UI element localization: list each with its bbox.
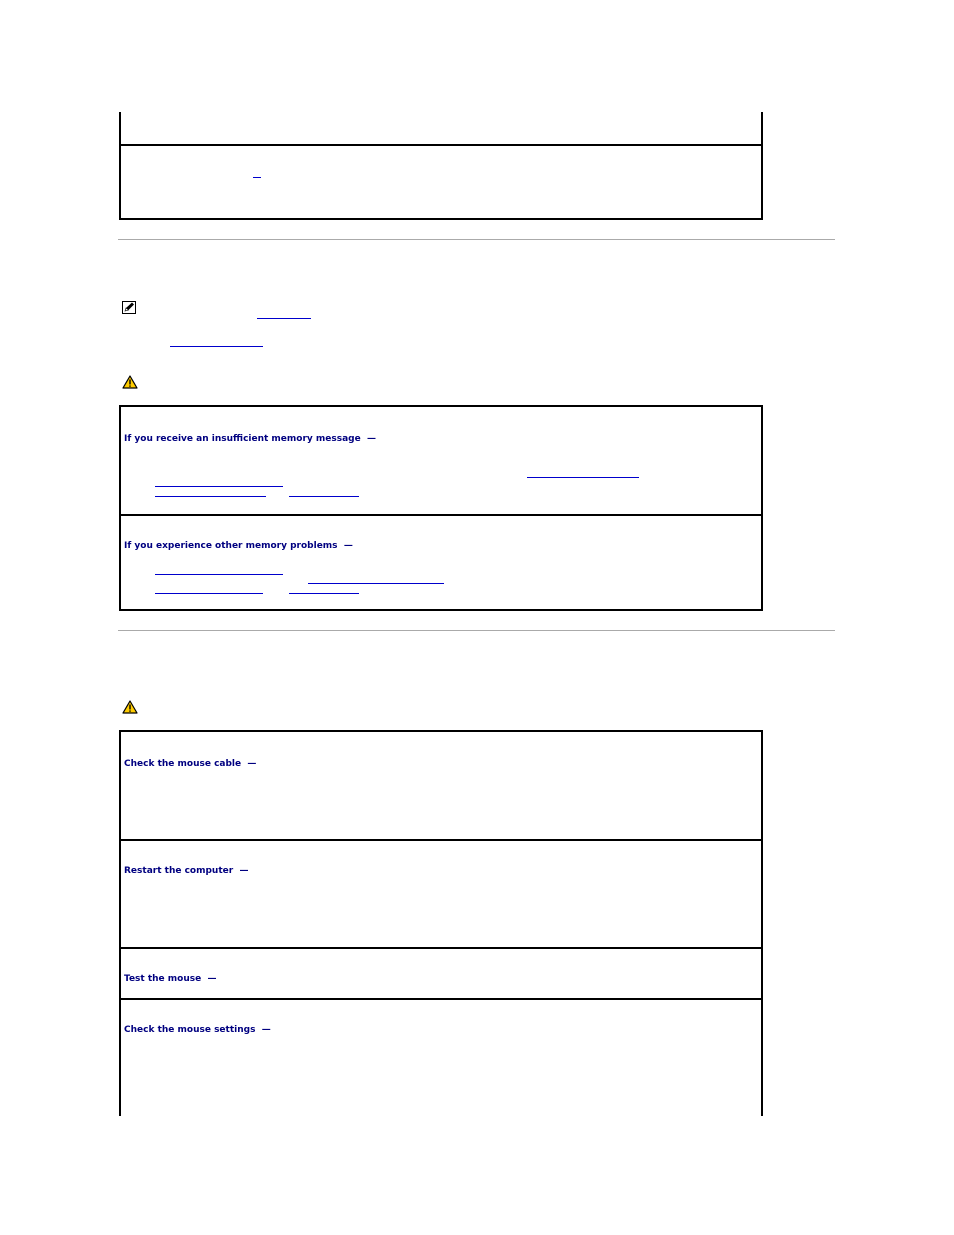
link[interactable] xyxy=(308,583,444,584)
caution-triangle-icon xyxy=(122,374,138,393)
caution-triangle-icon xyxy=(122,699,138,718)
row-label: Check the mouse cable — xyxy=(124,759,257,769)
memory-table xyxy=(119,405,763,611)
table-row xyxy=(121,839,761,947)
link[interactable] xyxy=(253,177,261,178)
table-row xyxy=(121,947,761,998)
section-divider xyxy=(118,630,835,631)
link[interactable] xyxy=(289,593,359,594)
link[interactable] xyxy=(257,318,311,319)
link[interactable] xyxy=(155,593,263,594)
row-label: If you experience other memory problems — xyxy=(124,541,353,551)
mouse-table xyxy=(119,730,763,1116)
table-row xyxy=(121,732,761,839)
link[interactable] xyxy=(289,496,359,497)
table-row xyxy=(121,998,761,1120)
note-pencil-icon xyxy=(122,299,136,318)
link[interactable] xyxy=(527,477,639,478)
row-label: Test the mouse — xyxy=(124,974,217,984)
link[interactable] xyxy=(170,346,263,347)
table-row xyxy=(121,514,761,611)
table-row xyxy=(121,144,761,218)
row-label: Restart the computer — xyxy=(124,866,249,876)
row-label: Check the mouse settings — xyxy=(124,1025,271,1035)
link[interactable] xyxy=(155,574,283,575)
link[interactable] xyxy=(155,496,266,497)
row-label: If you receive an insufficient memory message — xyxy=(124,434,377,444)
table-row xyxy=(121,407,761,514)
section-divider xyxy=(118,239,835,240)
top-table xyxy=(119,112,763,220)
link[interactable] xyxy=(155,486,283,487)
